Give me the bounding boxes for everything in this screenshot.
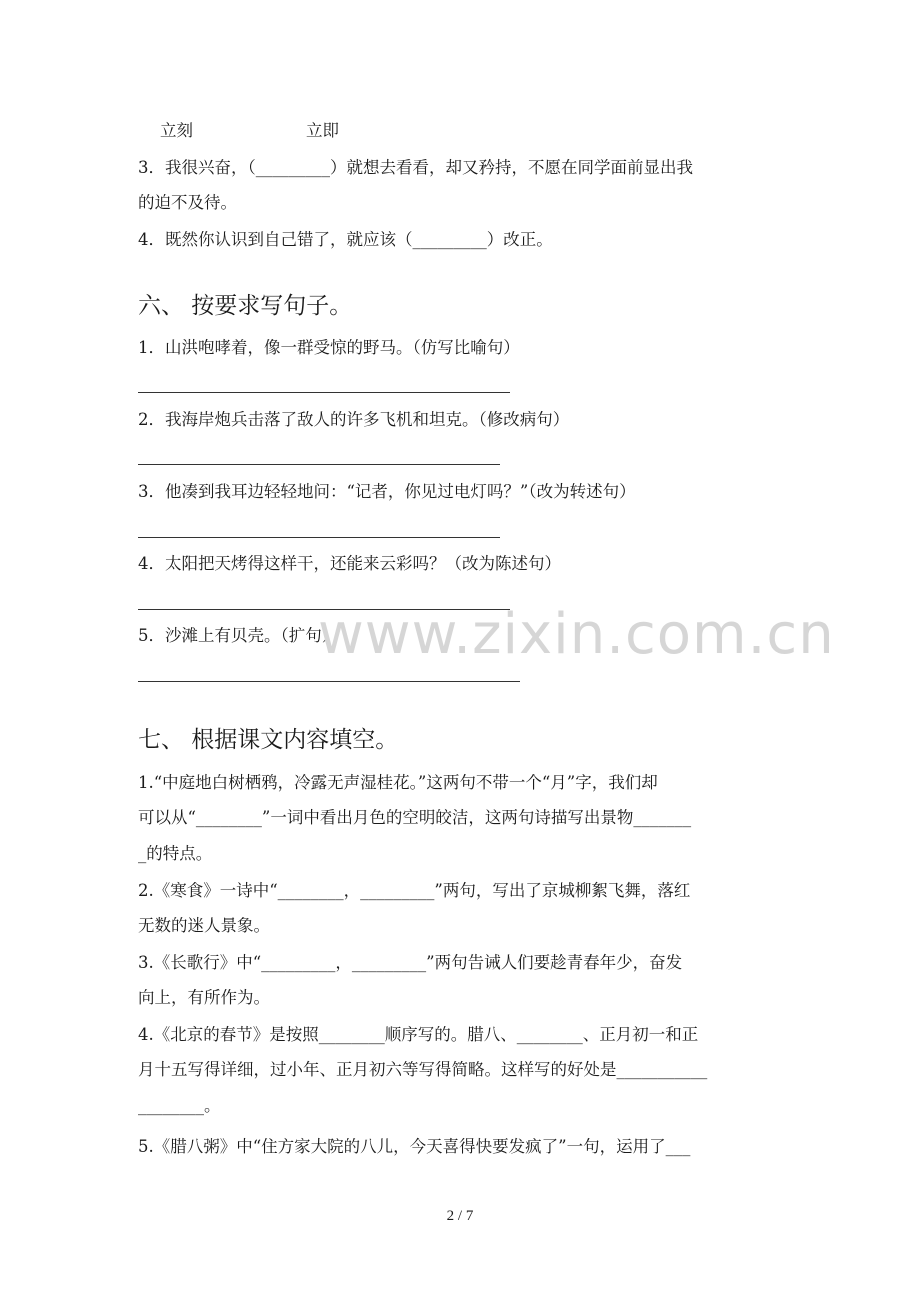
page-number: 2 / 7: [446, 1208, 474, 1224]
section-7-heading: 七、 根据课文内容填空。: [138, 727, 399, 753]
section-6-item-4: 4．太阳把天烤得这样干，还能来云彩吗？（改为陈述句）: [138, 554, 561, 573]
question-5-3-line1: 3．我很兴奋，（_________）就想去看看，却又矜持，不愿在同学面前显出我: [138, 158, 693, 177]
section-7-line-5: 无数的迷人景象。: [138, 916, 270, 935]
answer-line-2: [138, 464, 500, 465]
word-option-1: 立刻: [160, 121, 193, 140]
answer-line-3: [138, 537, 500, 538]
section-7-line-6: 3.《长歌行》中“_________，_________”两句告诫人们要趁青春年少，奋发: [138, 953, 683, 972]
section-6-item-3: 3．他凑到我耳边轻轻地问：“记者，你见过电灯吗？”（改为转述句）: [138, 482, 636, 501]
section-6-heading: 六、 按要求写句子。: [138, 293, 353, 319]
section-7-line-4: 2.《寒食》一诗中“________，_________”两句，写出了京城柳絮飞舞，落红: [138, 881, 691, 900]
section-7-line-9: 月十五写得详细，过小年、正月初六等写得简略。这样写的好处是___________: [138, 1060, 708, 1079]
section-7-line-1: 1.“中庭地白树栖鸦，冷露无声湿桂花。”这两句不带一个“月”字，我们却: [138, 773, 658, 792]
section-7-line-11: 5.《腊八粥》中“住方家大院的八儿，今天喜得快要发疯了”一句，运用了___: [138, 1137, 691, 1156]
section-7-line-8: 4.《北京的春节》是按照________顺序写的。腊八、________、正月初一和正: [138, 1025, 699, 1044]
answer-line-1: [138, 392, 510, 393]
section-6-item-5: 5．沙滩上有贝壳。（扩句）: [138, 626, 339, 645]
section-6-item-1: 1．山洪咆哮着，像一群受惊的野马。（仿写比喻句）: [138, 338, 520, 357]
section-7-line-3: _的特点。: [138, 844, 213, 863]
section-7-line-10: ________。: [138, 1096, 221, 1115]
answer-line-5: [138, 681, 520, 682]
question-5-3-line2: 的迫不及待。: [138, 193, 237, 212]
section-6-item-2: 2．我海岸炮兵击落了敌人的许多飞机和坦克。（修改病句）: [138, 410, 570, 429]
section-7-line-7: 向上，有所作为。: [138, 988, 270, 1007]
word-option-2: 立即: [306, 121, 339, 140]
question-5-4: 4．既然你认识到自己错了，就应该（_________）改正。: [138, 230, 553, 249]
watermark: www.zixin.com.cn: [318, 602, 835, 667]
section-7-line-2: 可以从“________”一词中看出月色的空明皎洁，这两句诗描写出景物_______: [138, 808, 692, 827]
